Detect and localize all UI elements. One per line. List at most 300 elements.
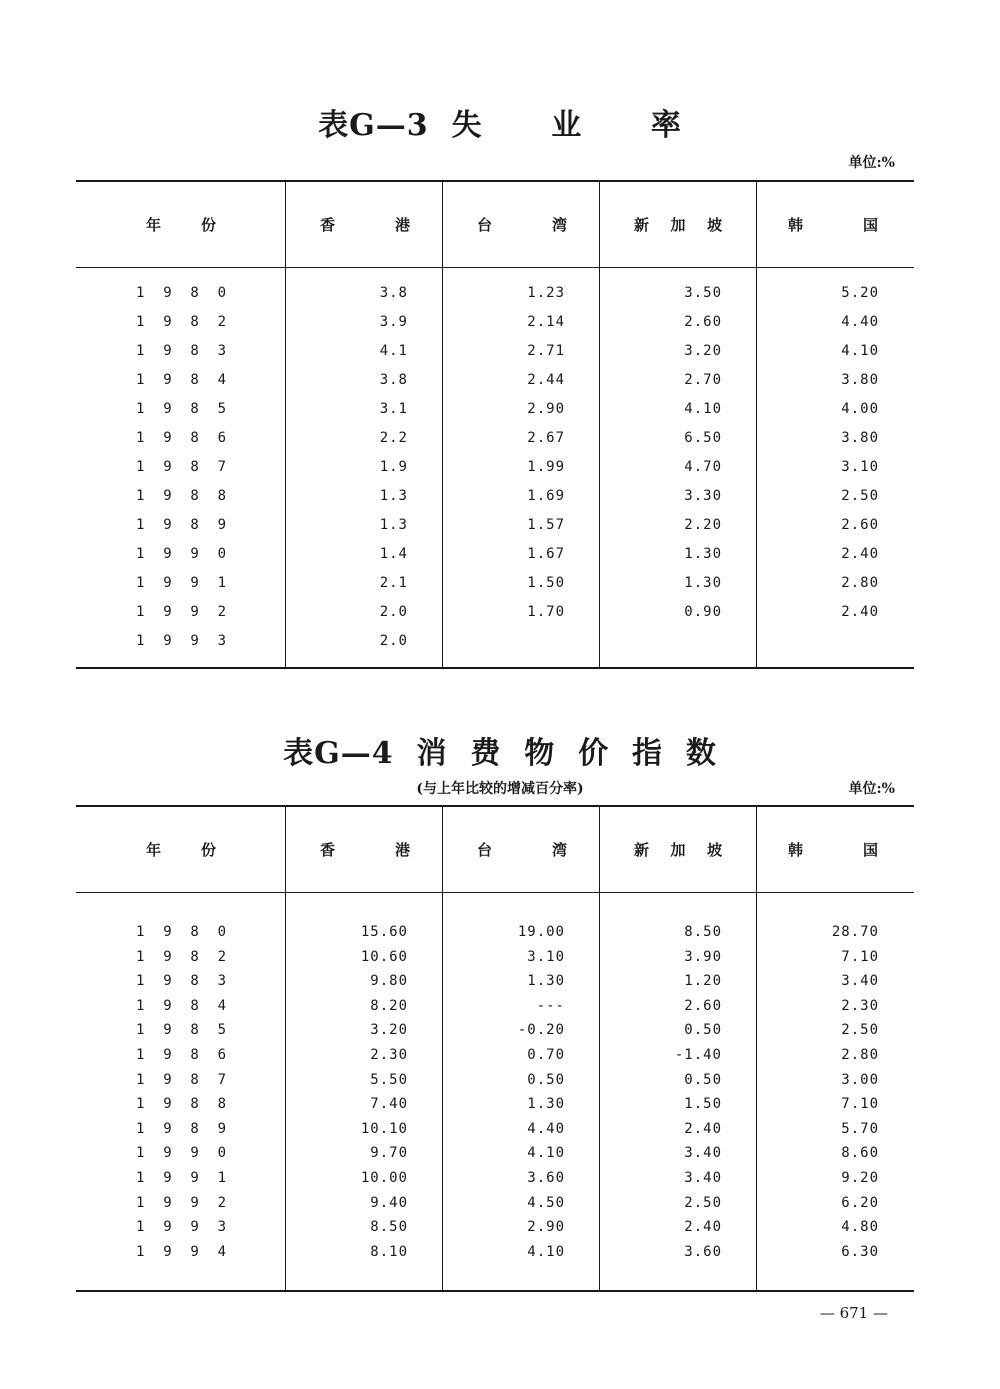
hk-value-cell: 2.0 xyxy=(379,633,408,649)
year-digit: 9 xyxy=(190,1219,199,1236)
hk-value-cell: 10.60 xyxy=(360,948,408,965)
year-digit: 9 xyxy=(163,285,172,301)
header-tw xyxy=(477,839,567,860)
year-digit: 8 xyxy=(190,1120,199,1137)
header-hk xyxy=(320,839,410,860)
year-digit: 9 xyxy=(163,924,172,940)
year-digit: 9 xyxy=(217,1120,226,1137)
year-cell xyxy=(136,973,226,989)
sg-value-cell: 2.20 xyxy=(684,517,722,533)
year-cell xyxy=(136,604,226,620)
year-digit: 9 xyxy=(163,1145,172,1162)
table-row xyxy=(76,430,914,454)
table3-unemployment-rate xyxy=(76,180,914,670)
tw-value-cell: 2.71 xyxy=(527,343,565,359)
year-digit: 9 xyxy=(163,1071,172,1088)
year-digit: 9 xyxy=(163,343,172,359)
tw-value-cell: 1.69 xyxy=(527,488,565,504)
sg-value-cell: 2.40 xyxy=(684,1219,722,1236)
kr-value-cell: 9.20 xyxy=(841,1170,879,1186)
year-digit: 9 xyxy=(163,1194,172,1211)
table-row xyxy=(76,1047,914,1071)
header-sg xyxy=(634,839,722,860)
year-digit: 0 xyxy=(217,546,226,562)
sg-value-cell: 3.30 xyxy=(684,488,722,504)
table-row xyxy=(76,924,914,948)
year-digit: 1 xyxy=(136,459,145,475)
table-row xyxy=(76,285,914,309)
year-digit: 1 xyxy=(136,430,145,446)
year-digit: 3 xyxy=(217,1219,226,1236)
header-char: 湾 xyxy=(551,841,567,859)
year-cell xyxy=(136,285,226,301)
sg-value-cell: 0.90 xyxy=(684,604,722,620)
table3-header-rule xyxy=(76,267,914,268)
year-digit: 5 xyxy=(217,401,226,417)
year-digit: 9 xyxy=(163,314,172,330)
year-digit: 8 xyxy=(190,285,199,301)
year-cell xyxy=(136,488,226,504)
year-digit: 1 xyxy=(136,1219,145,1236)
hk-value-cell: 3.8 xyxy=(379,372,408,388)
kr-value-cell: 7.10 xyxy=(841,1096,879,1113)
sg-value-cell: 2.60 xyxy=(684,314,722,330)
hk-value-cell: 8.20 xyxy=(370,997,408,1014)
year-digit: 2 xyxy=(217,1194,226,1211)
header-sg xyxy=(634,214,722,235)
hk-value-cell: 9.70 xyxy=(370,1145,408,1162)
table4-consumer-price-index xyxy=(76,805,914,1292)
year-digit: 1 xyxy=(136,1120,145,1137)
tw-value-cell: 2.44 xyxy=(527,372,565,388)
year-digit: 8 xyxy=(190,372,199,388)
year-cell xyxy=(136,1219,226,1235)
header-char: 香 xyxy=(320,841,336,859)
year-digit: 9 xyxy=(190,1170,199,1186)
year-digit: 8 xyxy=(190,948,199,965)
year-digit: 8 xyxy=(190,343,199,359)
hk-value-cell: 2.2 xyxy=(379,430,408,446)
hk-value-cell: 9.40 xyxy=(370,1194,408,1211)
sg-value-cell: 1.30 xyxy=(684,575,722,591)
sg-value-cell: 3.90 xyxy=(684,948,722,965)
year-cell xyxy=(136,633,226,649)
year-cell xyxy=(136,343,226,359)
tw-value-cell: 4.40 xyxy=(527,1120,565,1137)
kr-value-cell: 4.80 xyxy=(841,1219,879,1236)
year-digit: 1 xyxy=(136,1022,145,1039)
year-digit: 5 xyxy=(217,1022,226,1039)
year-digit: 8 xyxy=(190,459,199,475)
header-char: 年 xyxy=(146,841,162,859)
year-cell xyxy=(136,1244,226,1260)
table-row xyxy=(76,973,914,997)
table3-unit: 单位:% xyxy=(848,155,895,171)
year-digit: 1 xyxy=(217,575,226,591)
year-cell xyxy=(136,546,226,562)
year-digit: 2 xyxy=(217,604,226,620)
year-digit: 1 xyxy=(136,488,145,504)
year-digit: 8 xyxy=(190,1047,199,1063)
kr-value-cell: 28.70 xyxy=(831,924,879,940)
header-char: 新 xyxy=(634,216,650,234)
year-digit: 1 xyxy=(136,1145,145,1162)
year-cell xyxy=(136,401,226,417)
table-row xyxy=(76,314,914,338)
table-row xyxy=(76,1244,914,1268)
table3-bottom-rule xyxy=(76,667,914,669)
year-digit: 4 xyxy=(217,1243,226,1260)
tw-value-cell: 4.10 xyxy=(527,1145,565,1162)
table4-bottom-rule xyxy=(76,1290,914,1292)
sg-value-cell: 3.40 xyxy=(684,1170,722,1186)
header-year xyxy=(146,214,216,235)
header-char: 台 xyxy=(477,841,493,859)
hk-value-cell: 3.20 xyxy=(370,1022,408,1039)
table-row xyxy=(76,459,914,483)
year-digit: 9 xyxy=(163,459,172,475)
year-digit: 9 xyxy=(163,604,172,620)
year-digit: 8 xyxy=(217,1096,226,1113)
header-char: 坡 xyxy=(706,216,722,234)
year-digit: 9 xyxy=(163,372,172,388)
hk-value-cell: 1.4 xyxy=(379,546,408,562)
sg-value-cell: 0.50 xyxy=(684,1022,722,1039)
sg-value-cell: 3.50 xyxy=(684,285,722,301)
year-digit: 9 xyxy=(190,633,199,649)
year-digit: 1 xyxy=(136,633,145,649)
header-year xyxy=(146,839,216,860)
kr-value-cell: 5.70 xyxy=(841,1120,879,1137)
year-digit: 8 xyxy=(190,973,199,990)
header-char: 份 xyxy=(200,216,216,234)
table-row xyxy=(76,1145,914,1169)
tw-value-cell: 2.90 xyxy=(527,401,565,417)
table4-unit: 单位:% xyxy=(848,781,895,797)
hk-value-cell: 4.1 xyxy=(379,343,408,359)
year-digit: 1 xyxy=(217,1170,226,1186)
header-char: 国 xyxy=(862,216,878,234)
kr-value-cell: 6.20 xyxy=(841,1194,879,1211)
tw-value-cell: 1.67 xyxy=(527,546,565,562)
year-digit: 9 xyxy=(163,997,172,1014)
year-cell xyxy=(136,372,226,388)
header-char: 港 xyxy=(394,216,410,234)
year-digit: 9 xyxy=(163,1243,172,1260)
kr-value-cell: 3.10 xyxy=(841,459,879,475)
year-digit: 9 xyxy=(163,633,172,649)
table-row xyxy=(76,1096,914,1120)
header-kr xyxy=(788,214,878,235)
year-digit: 8 xyxy=(190,1071,199,1088)
table-row xyxy=(76,604,914,628)
table4-title: 表G—4 消 费 物 价 指 数 xyxy=(283,736,717,771)
sg-value-cell: 1.50 xyxy=(684,1096,722,1113)
kr-value-cell: 3.80 xyxy=(841,430,879,446)
table4-top-rule xyxy=(76,805,914,807)
year-digit: 6 xyxy=(217,430,226,446)
year-digit: 8 xyxy=(190,1022,199,1039)
sg-value-cell: 1.30 xyxy=(684,546,722,562)
header-char: 湾 xyxy=(551,216,567,234)
tw-value-cell: 4.50 xyxy=(527,1194,565,1211)
year-digit: 2 xyxy=(217,948,226,965)
tw-value-cell: 4.10 xyxy=(527,1243,565,1260)
year-cell xyxy=(136,1022,226,1038)
year-digit: 1 xyxy=(136,372,145,388)
hk-value-cell: 3.9 xyxy=(379,314,408,330)
year-digit: 1 xyxy=(136,604,145,620)
sg-value-cell: -1.40 xyxy=(674,1047,722,1063)
table-row xyxy=(76,1022,914,1046)
year-cell xyxy=(136,1145,226,1161)
sg-value-cell: 8.50 xyxy=(684,924,722,940)
kr-value-cell: 8.60 xyxy=(841,1145,879,1162)
kr-value-cell: 2.80 xyxy=(841,1047,879,1063)
year-cell xyxy=(136,1047,226,1063)
year-digit: 4 xyxy=(217,372,226,388)
year-digit: 0 xyxy=(217,924,226,940)
sg-value-cell: 2.70 xyxy=(684,372,722,388)
header-char: 加 xyxy=(670,216,686,234)
year-digit: 9 xyxy=(163,546,172,562)
hk-value-cell: 8.50 xyxy=(370,1219,408,1236)
year-digit: 9 xyxy=(163,1170,172,1186)
kr-value-cell: 7.10 xyxy=(841,948,879,965)
year-digit: 3 xyxy=(217,343,226,359)
table-row xyxy=(76,401,914,425)
year-cell xyxy=(136,1195,226,1211)
year-cell xyxy=(136,998,226,1014)
tw-value-cell: 2.90 xyxy=(527,1219,565,1236)
hk-value-cell: 5.50 xyxy=(370,1071,408,1088)
tw-value-cell: 1.70 xyxy=(527,604,565,620)
table-row xyxy=(76,1219,914,1243)
year-digit: 8 xyxy=(190,1096,199,1113)
header-char: 加 xyxy=(670,841,686,859)
hk-value-cell: 8.10 xyxy=(370,1243,408,1260)
kr-value-cell: 2.40 xyxy=(841,604,879,620)
kr-value-cell: 2.80 xyxy=(841,575,879,591)
header-char: 新 xyxy=(634,841,650,859)
tw-value-cell: 2.67 xyxy=(527,430,565,446)
year-digit: 7 xyxy=(217,459,226,475)
year-digit: 0 xyxy=(217,285,226,301)
year-digit: 1 xyxy=(136,948,145,965)
table-row xyxy=(76,633,914,657)
year-digit: 7 xyxy=(217,1071,226,1088)
hk-value-cell: 1.9 xyxy=(379,459,408,475)
year-digit: 9 xyxy=(163,948,172,965)
year-digit: 1 xyxy=(136,285,145,301)
year-digit: 9 xyxy=(190,575,199,591)
header-char: 香 xyxy=(320,216,336,234)
table-row xyxy=(76,546,914,570)
tw-value-cell: --- xyxy=(536,997,565,1014)
hk-value-cell: 10.00 xyxy=(360,1170,408,1186)
sg-value-cell: 4.10 xyxy=(684,401,722,417)
year-digit: 9 xyxy=(190,1145,199,1162)
tw-value-cell: 1.99 xyxy=(527,459,565,475)
kr-value-cell: 6.30 xyxy=(841,1243,879,1260)
hk-value-cell: 2.1 xyxy=(379,575,408,591)
year-digit: 1 xyxy=(136,575,145,591)
year-cell xyxy=(136,1096,226,1112)
hk-value-cell: 10.10 xyxy=(360,1120,408,1137)
year-digit: 8 xyxy=(190,924,199,940)
header-char: 国 xyxy=(862,841,878,859)
table-row xyxy=(76,1195,914,1219)
year-digit: 8 xyxy=(190,488,199,504)
table4-header-rule xyxy=(76,892,914,893)
header-char: 份 xyxy=(200,841,216,859)
sg-value-cell: 0.50 xyxy=(684,1071,722,1088)
year-digit: 1 xyxy=(136,517,145,533)
kr-value-cell: 5.20 xyxy=(841,285,879,301)
table-row xyxy=(76,517,914,541)
sg-value-cell: 3.20 xyxy=(684,343,722,359)
sg-value-cell: 4.70 xyxy=(684,459,722,475)
year-digit: 1 xyxy=(136,924,145,940)
year-digit: 9 xyxy=(163,430,172,446)
hk-value-cell: 1.3 xyxy=(379,517,408,533)
year-cell xyxy=(136,1170,226,1186)
year-digit: 9 xyxy=(163,575,172,591)
tw-value-cell: 1.57 xyxy=(527,517,565,533)
tw-value-cell: 3.10 xyxy=(527,948,565,965)
year-digit: 9 xyxy=(163,1120,172,1137)
kr-value-cell: 3.00 xyxy=(841,1071,879,1088)
kr-value-cell: 2.40 xyxy=(841,546,879,562)
year-digit: 9 xyxy=(163,1047,172,1063)
page-number: — 671 — xyxy=(819,1304,888,1322)
year-digit: 0 xyxy=(217,1145,226,1162)
hk-value-cell: 3.8 xyxy=(379,285,408,301)
sg-value-cell: 2.50 xyxy=(684,1194,722,1211)
hk-value-cell: 3.1 xyxy=(379,401,408,417)
kr-value-cell: 3.40 xyxy=(841,973,879,990)
sg-value-cell: 6.50 xyxy=(684,430,722,446)
table-row xyxy=(76,949,914,973)
table-row xyxy=(76,372,914,396)
kr-value-cell: 2.50 xyxy=(841,1022,879,1039)
hk-value-cell: 2.0 xyxy=(379,604,408,620)
year-cell xyxy=(136,924,226,940)
hk-value-cell: 2.30 xyxy=(370,1047,408,1063)
year-digit: 1 xyxy=(136,1047,145,1063)
year-digit: 1 xyxy=(136,401,145,417)
kr-value-cell: 3.80 xyxy=(841,372,879,388)
sg-value-cell: 1.20 xyxy=(684,973,722,990)
tw-value-cell: 0.70 xyxy=(527,1047,565,1063)
year-digit: 1 xyxy=(136,1071,145,1088)
hk-value-cell: 9.80 xyxy=(370,973,408,990)
year-cell xyxy=(136,1121,226,1137)
year-digit: 9 xyxy=(163,517,172,533)
tw-value-cell: -0.20 xyxy=(517,1022,565,1039)
year-digit: 4 xyxy=(217,997,226,1014)
year-cell xyxy=(136,949,226,965)
year-cell xyxy=(136,517,226,533)
header-tw xyxy=(477,214,567,235)
table3-title: 表G—3 失 业 率 xyxy=(318,108,682,143)
year-digit: 9 xyxy=(190,1243,199,1260)
header-char: 韩 xyxy=(788,841,804,859)
sg-value-cell: 3.60 xyxy=(684,1243,722,1260)
tw-value-cell: 19.00 xyxy=(517,924,565,940)
year-digit: 8 xyxy=(190,517,199,533)
year-cell xyxy=(136,1072,226,1088)
year-digit: 9 xyxy=(163,1096,172,1113)
kr-value-cell: 4.40 xyxy=(841,314,879,330)
year-digit: 1 xyxy=(136,314,145,330)
kr-value-cell: 2.50 xyxy=(841,488,879,504)
tw-value-cell: 2.14 xyxy=(527,314,565,330)
year-digit: 9 xyxy=(163,1219,172,1236)
table-row xyxy=(76,1170,914,1194)
year-digit: 9 xyxy=(163,1022,172,1039)
kr-value-cell: 2.30 xyxy=(841,997,879,1014)
year-digit: 1 xyxy=(136,1170,145,1186)
year-digit: 1 xyxy=(136,343,145,359)
table-row xyxy=(76,998,914,1022)
header-char: 港 xyxy=(394,841,410,859)
year-digit: 3 xyxy=(217,633,226,649)
year-digit: 9 xyxy=(190,604,199,620)
table-row xyxy=(76,1121,914,1145)
table-row xyxy=(76,1072,914,1096)
kr-value-cell: 4.00 xyxy=(841,401,879,417)
header-char: 台 xyxy=(477,216,493,234)
year-digit: 9 xyxy=(217,517,226,533)
kr-value-cell: 4.10 xyxy=(841,343,879,359)
year-digit: 8 xyxy=(217,488,226,504)
table4-subtitle: (与上年比较的增减百分率) xyxy=(416,781,584,797)
tw-value-cell: 1.23 xyxy=(527,285,565,301)
sg-value-cell: 2.60 xyxy=(684,997,722,1014)
year-digit: 9 xyxy=(163,401,172,417)
year-digit: 9 xyxy=(190,1194,199,1211)
year-digit: 1 xyxy=(136,997,145,1014)
hk-value-cell: 1.3 xyxy=(379,488,408,504)
hk-value-cell: 15.60 xyxy=(360,924,408,940)
hk-value-cell: 7.40 xyxy=(370,1096,408,1113)
year-cell xyxy=(136,430,226,446)
header-hk xyxy=(320,214,410,235)
tw-value-cell: 1.50 xyxy=(527,575,565,591)
year-digit: 8 xyxy=(190,314,199,330)
tw-value-cell: 1.30 xyxy=(527,1096,565,1113)
year-digit: 6 xyxy=(217,1047,226,1063)
year-cell xyxy=(136,314,226,330)
table3-top-rule xyxy=(76,180,914,182)
tw-value-cell: 1.30 xyxy=(527,973,565,990)
year-digit: 1 xyxy=(136,1194,145,1211)
tw-value-cell: 3.60 xyxy=(527,1170,565,1186)
year-digit: 1 xyxy=(136,1096,145,1113)
year-cell xyxy=(136,575,226,591)
sg-value-cell: 2.40 xyxy=(684,1120,722,1137)
header-char: 韩 xyxy=(788,216,804,234)
header-char: 年 xyxy=(146,216,162,234)
year-digit: 8 xyxy=(190,430,199,446)
table-row xyxy=(76,343,914,367)
year-digit: 8 xyxy=(190,997,199,1014)
year-digit: 3 xyxy=(217,973,226,990)
year-digit: 9 xyxy=(163,488,172,504)
year-digit: 9 xyxy=(190,546,199,562)
tw-value-cell: 0.50 xyxy=(527,1071,565,1088)
